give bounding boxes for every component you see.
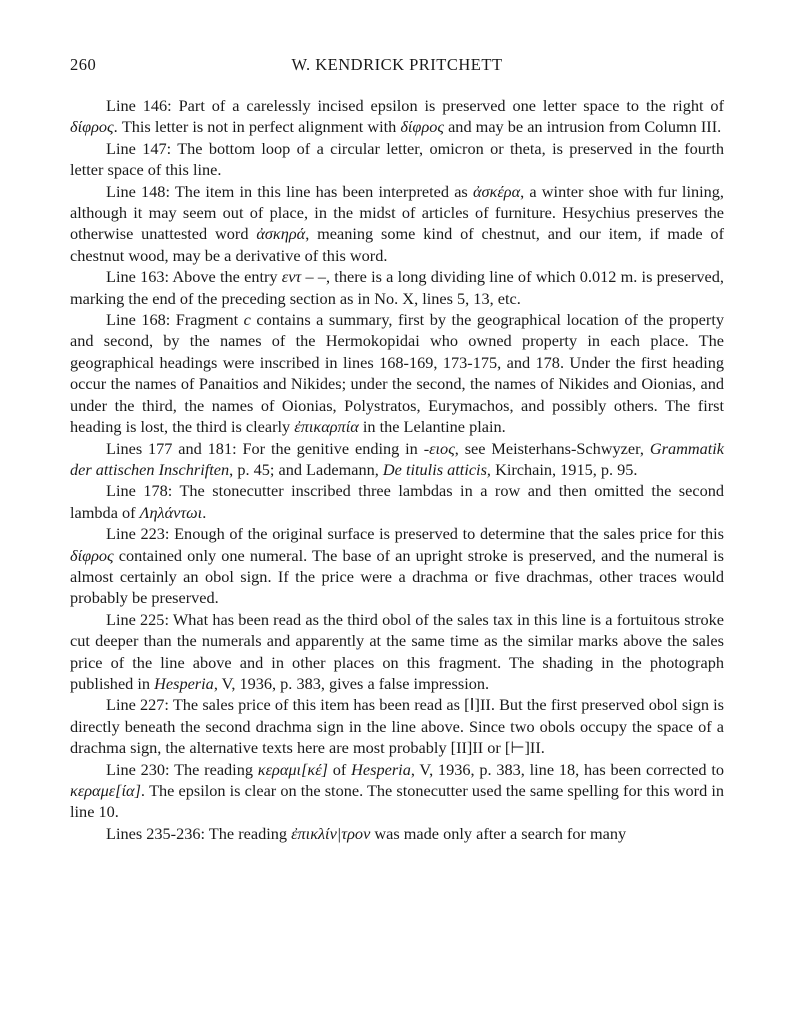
paragraph — [70, 480, 724, 523]
body-text — [70, 95, 724, 844]
paragraph-text: contains a summary, first by the geographical location of the property and second, by the names of the Hermokopidai who owned property in each place. The geographical headings were inscribed in lines 168-169, 173-175, and 178. Under the first heading occur the names of Panaitios and Nikides; under the second, the names of Nikides and Oionias, and under the third, the names of Oionias, Polystratos, Eurymachos, and possibly others. The first heading is lost, the third is clearly — [70, 310, 724, 437]
paragraph-text: , a winter shoe with fur lining, although it may seem out of place, in the midst of articles of furniture. Hesychius preserves the otherwise unattested word — [70, 181, 724, 244]
paragraph-text: of — [328, 759, 352, 779]
italic-text: c — [243, 310, 251, 330]
greek-word: δίφρος — [70, 545, 114, 565]
paragraph-text: , meaning some kind of chestnut, and our item, if made of chestnut wood, may be a derivative of this word. — [70, 224, 724, 265]
paragraph-text: , V, 1936, p. 383, line 18, has been corrected to — [410, 759, 725, 779]
paragraph-text: was made only after a search for many — [370, 823, 627, 843]
page — [70, 55, 724, 844]
greek-word: εντ – – — [281, 267, 326, 287]
paragraph-text: Line 146: Part of a carelessly incised epsilon is preserved one letter space to the right of — [106, 96, 724, 115]
paragraph-text: , p. 45; and Lademann, — [229, 459, 383, 479]
greek-word: δίφρος — [70, 117, 114, 137]
running-head — [70, 55, 724, 79]
paragraph — [70, 181, 724, 267]
italic-text: De titulis atticis — [382, 459, 487, 479]
paragraph-text: . — [202, 502, 207, 522]
greek-word: ἀσκηρά — [256, 224, 306, 244]
paragraph-text: Lines 235-236: The reading — [106, 823, 292, 843]
paragraph-text: , there is a long dividing line of which 0.012 m. is preserved, marking the end of the preceding section as in No. X, lines 5, 13, etc. — [70, 267, 724, 308]
paragraph-text: Line 168: Fragment — [106, 310, 244, 330]
greek-word: -ειος — [423, 438, 455, 458]
paragraph-text: Line 225: What has been read as the third obol of the sales tax in this line is a fortuitous stroke cut deeper than the numerals and apparently at the same time as the similar marks above the sales price of the line above and in other places on this fragment. The shading in the photograph published in — [70, 609, 724, 693]
paragraph-text: Line 163: Above the entry — [106, 267, 282, 287]
greek-word: δίφρος — [400, 117, 445, 137]
greek-word: ἐπικαρπία — [294, 417, 359, 437]
italic-text: Hesperia — [154, 673, 214, 693]
paragraph-text: in the Lelantine plain. — [358, 417, 506, 437]
paragraph — [70, 266, 724, 309]
paragraph — [70, 95, 724, 138]
paragraph-text: contained only one numeral. The base of an upright stroke is preserved, and the numeral is almost certainly an obol sign. If the price were a drachma or five drachmas, other traces would probably be preserved. — [70, 545, 724, 608]
paragraph-text: , see Meisterhans-Schwyzer, — [454, 438, 650, 458]
paragraph — [70, 309, 724, 437]
paragraph — [70, 823, 724, 844]
paragraph-text: . This letter is not in perfect alignment with — [113, 117, 401, 137]
greek-word: κεραμε[ία] — [70, 781, 141, 800]
paragraph-text: Lines 177 and 181: For the genitive ending in — [106, 438, 424, 458]
paragraph — [70, 759, 724, 823]
paragraph-text: Line 223: Enough of the original surface is preserved to determine that the sales price for this — [106, 524, 724, 544]
paragraph-text: . The epsilon is clear on the stone. The stonecutter used the same spelling for this word in line 10. — [70, 781, 724, 822]
paragraph-text: and may be an intrusion from Column III. — [444, 117, 722, 137]
italic-text: Hesperia — [351, 759, 411, 779]
italic-text: Grammatik der attischen Inschriften — [70, 438, 725, 479]
paragraph-text: Line 230: The reading — [106, 759, 258, 779]
paragraph-text: , Kirchain, 1915, p. 95. — [486, 459, 638, 479]
paragraph-text: Line 147: The bottom loop of a circular letter, omicron or theta, is preserved in the fourth letter space of this line. — [70, 138, 724, 180]
greek-word: Ληλάντωι — [139, 502, 203, 522]
paragraph-text: Line 227: The sales price of this item has been read as [Ⅰ]ΙΙ. But the first preserved obol sign is directly beneath the second drachma sign in the line above. Since two obols occupy the space of a drachma sign, the alternative texts here are most probably [ΙΙ]ΙΙ or [⊢]ΙΙ. — [70, 695, 724, 758]
paragraph-text: Line 178: The stonecutter inscribed three lambdas in a row and then omitted the second lambda of — [70, 481, 724, 522]
page-number: 260 — [70, 55, 97, 74]
running-title: W. KENDRICK PRITCHETT — [291, 55, 503, 74]
paragraph — [70, 138, 724, 181]
paragraph-text: , V, 1936, p. 383, gives a false impression. — [213, 673, 490, 693]
greek-word: ἀσκέρα — [472, 181, 521, 201]
paragraph — [70, 438, 724, 481]
greek-word: ἐπικλίν|τρον — [291, 823, 371, 843]
paragraph-text: Line 148: The item in this line has been interpreted as — [106, 181, 473, 201]
paragraph — [70, 694, 724, 758]
paragraph — [70, 609, 724, 695]
greek-word: κεραμι[κέ] — [257, 759, 328, 779]
paragraph — [70, 523, 724, 609]
